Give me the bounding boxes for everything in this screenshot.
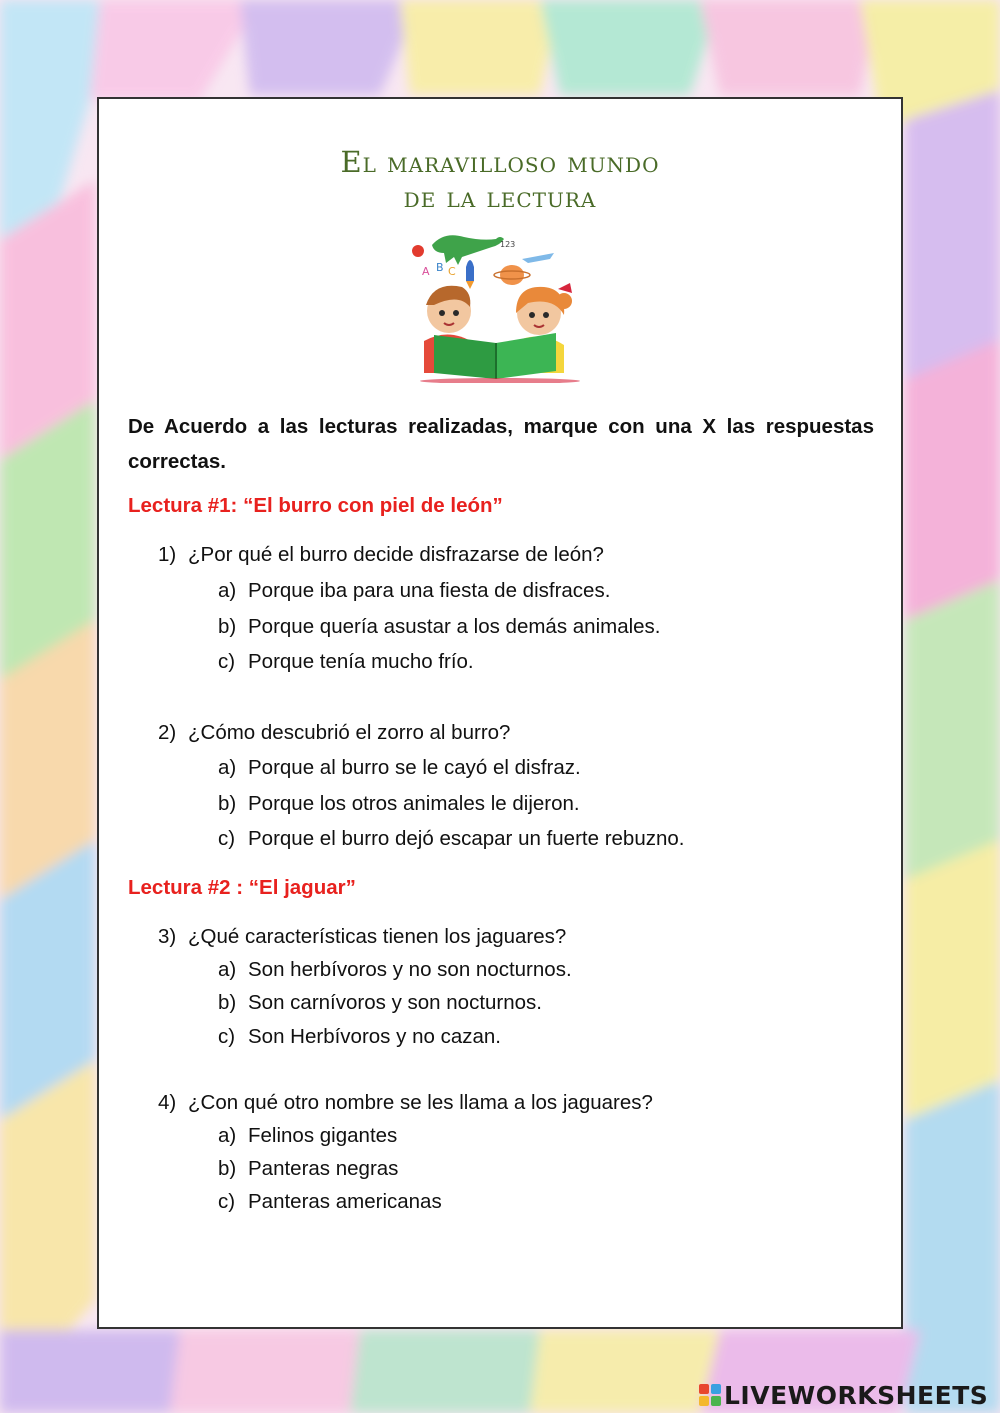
instructions-text: De Acuerdo a las lecturas realizadas, marque con una X las respuestas correctas. bbox=[128, 415, 874, 473]
option-text: Porque el burro dejó escapar un fuerte rebuzno. bbox=[248, 827, 685, 850]
option-text: Porque los otros animales le dijeron. bbox=[248, 792, 580, 815]
option-1c[interactable] bbox=[218, 650, 474, 674]
option-letter: c) bbox=[218, 1025, 236, 1048]
option-2c[interactable] bbox=[218, 827, 684, 851]
option-letter: a) bbox=[218, 958, 237, 981]
svg-text:123: 123 bbox=[500, 240, 516, 249]
option-text: Felinos gigantes bbox=[248, 1124, 398, 1147]
worksheet-title-line-2: de la lectura bbox=[403, 180, 597, 214]
question-text: ¿Por qué el burro decide disfrazarse de león? bbox=[188, 543, 604, 566]
option-4b[interactable] bbox=[218, 1157, 398, 1181]
option-2b[interactable] bbox=[218, 792, 580, 816]
question-4 bbox=[158, 1091, 653, 1115]
svg-text:B: B bbox=[436, 261, 444, 274]
option-letter: c) bbox=[218, 1190, 236, 1213]
option-letter: b) bbox=[218, 792, 237, 815]
option-text: Porque quería asustar a los demás animales. bbox=[248, 615, 661, 638]
option-text: Porque iba para una fiesta de disfraces. bbox=[248, 579, 611, 602]
option-3b[interactable] bbox=[218, 991, 542, 1015]
question-text: ¿Cómo descubrió el zorro al burro? bbox=[188, 721, 511, 744]
option-text: Son carnívoros y son nocturnos. bbox=[248, 991, 542, 1014]
option-letter: b) bbox=[218, 615, 237, 638]
question-number: 2) bbox=[158, 721, 177, 744]
question-number: 4) bbox=[158, 1091, 177, 1114]
option-text: Panteras americanas bbox=[248, 1190, 442, 1213]
question-3 bbox=[158, 925, 566, 949]
option-4a[interactable] bbox=[218, 1124, 397, 1148]
option-3c[interactable] bbox=[218, 1025, 501, 1049]
children-reading-illustration bbox=[404, 223, 599, 383]
option-letter: a) bbox=[218, 579, 237, 602]
option-3a[interactable] bbox=[218, 958, 572, 982]
section-heading-lectura-1: Lectura #1: “El burro con piel de león” bbox=[128, 494, 503, 517]
worksheet-panel bbox=[97, 97, 903, 1329]
question-text: ¿Qué características tienen los jaguares? bbox=[188, 925, 567, 948]
option-text: Son herbívoros y no son nocturnos. bbox=[248, 958, 572, 981]
option-1a[interactable] bbox=[218, 579, 610, 603]
question-2 bbox=[158, 721, 510, 745]
option-letter: b) bbox=[218, 991, 237, 1014]
option-letter: c) bbox=[218, 827, 236, 850]
option-text: Son Herbívoros y no cazan. bbox=[248, 1025, 501, 1048]
liveworksheets-logo-icon bbox=[698, 1383, 722, 1407]
option-text: Porque tenía mucho frío. bbox=[248, 650, 474, 673]
question-text: ¿Con qué otro nombre se les llama a los jaguares? bbox=[188, 1091, 653, 1114]
question-1 bbox=[158, 543, 604, 567]
liveworksheets-brand[interactable] bbox=[698, 1378, 988, 1412]
option-1b[interactable] bbox=[218, 615, 661, 639]
brand-name: LIVEWORKSHEETS bbox=[724, 1380, 989, 1410]
option-letter: a) bbox=[218, 1124, 237, 1147]
section-heading-lectura-2: Lectura #2 : “El jaguar” bbox=[128, 876, 356, 899]
option-letter: c) bbox=[218, 650, 236, 673]
question-number: 3) bbox=[158, 925, 177, 948]
question-number: 1) bbox=[158, 543, 177, 566]
option-text: Porque al burro se le cayó el disfraz. bbox=[248, 756, 581, 779]
option-text: Panteras negras bbox=[248, 1157, 399, 1180]
option-letter: a) bbox=[218, 756, 237, 779]
worksheet-title-line-1: El maravilloso mundo bbox=[340, 145, 660, 179]
svg-text:C: C bbox=[448, 265, 456, 278]
option-4c[interactable] bbox=[218, 1190, 442, 1214]
option-letter: b) bbox=[218, 1157, 237, 1180]
option-2a[interactable] bbox=[218, 756, 581, 780]
svg-text:A: A bbox=[422, 265, 430, 278]
